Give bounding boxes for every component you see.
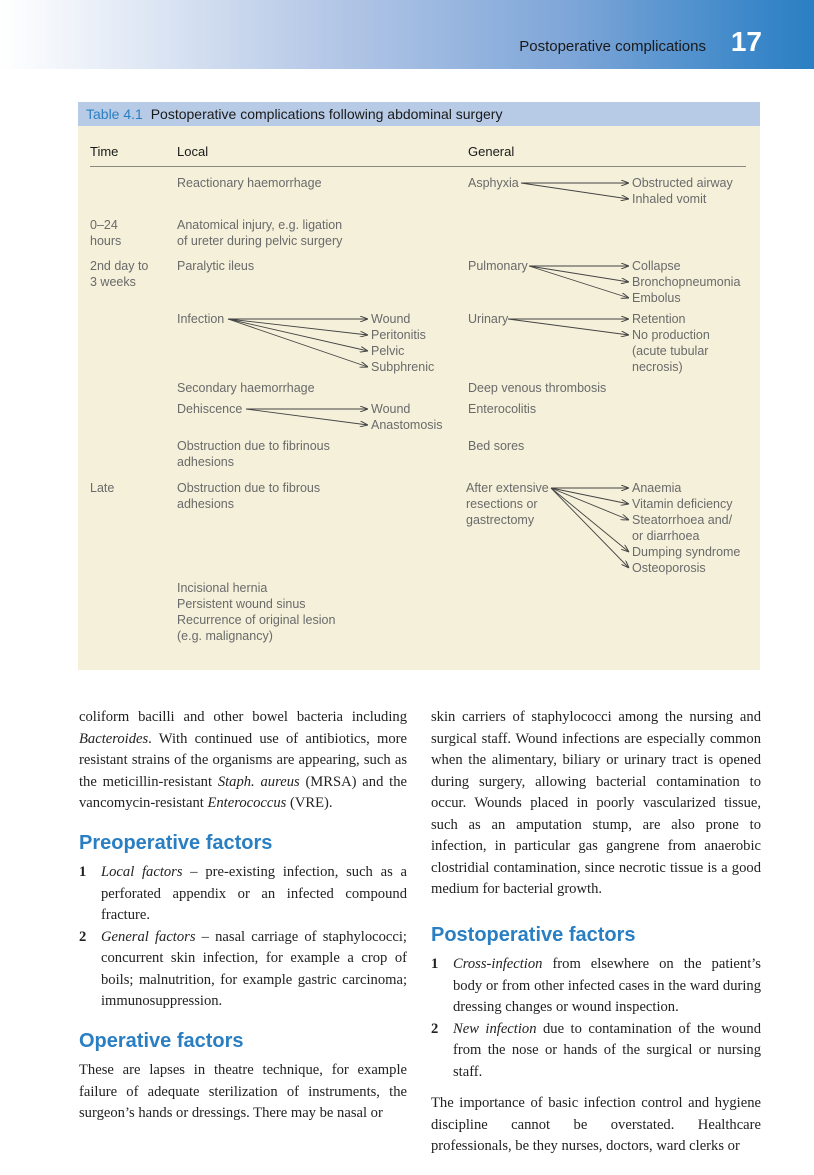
cell-local: Obstruction due to fibrinous (177, 439, 330, 453)
cell-target: Bronchopneumonia (632, 275, 741, 289)
cell-time: Late (90, 481, 115, 495)
heading-preoperative-factors: Preoperative factors (79, 831, 273, 854)
cell-target: Osteoporosis (632, 561, 706, 575)
cell-target: Peritonitis (371, 328, 426, 342)
cell-general: Urinary (468, 312, 509, 326)
cell-local: adhesions (177, 455, 234, 469)
cell-local: Persistent wound sinus (177, 597, 306, 611)
cell-time: 0–24 (90, 218, 118, 232)
cell-time: 3 weeks (90, 275, 136, 289)
cell-target: or diarrhoea (632, 529, 700, 543)
cell-target: No production (632, 328, 710, 342)
right-column (431, 707, 761, 1158)
cell-local: Anatomical injury, e.g. ligation (177, 218, 343, 232)
cell-local: Dehiscence (177, 402, 243, 416)
cell-target: Retention (632, 312, 686, 326)
preoperative-list (79, 862, 407, 1013)
cell-target: Steatorrhoea and/ (632, 513, 733, 527)
col-header-time: Time (90, 144, 119, 159)
cell-target: Collapse (632, 259, 681, 273)
hygiene-paragraph: The importance of basic infection control and hygiene discipline cannot be overstated. Healthcare professionals, be they nurses, doctors, ward clerks or (431, 1095, 761, 1154)
list-item: 1 Local factors – pre-existing infection, such as a perforated appendix or an infected compound fracture. (79, 864, 407, 923)
cell-target: Obstructed airway (632, 176, 733, 190)
cell-target: Anaemia (632, 481, 682, 495)
cell-general: Enterocolitis (468, 402, 537, 416)
table-title: Postoperative complications following abdominal surgery (150, 106, 503, 122)
cell-target: Dumping syndrome (632, 545, 741, 559)
cell-general: Asphyxia (468, 176, 519, 190)
cell-target: Anastomosis (371, 418, 443, 432)
cell-general: resections or (466, 497, 538, 511)
left-column (79, 707, 407, 1125)
cell-local: of ureter during pelvic surgery (177, 234, 343, 248)
heading-operative-factors: Operative factors (79, 1029, 244, 1052)
cell-local: Reactionary haemorrhage (177, 176, 322, 190)
cell-time: 2nd day to (90, 259, 149, 273)
list-item: 1 Cross-infection from elsewhere on the patient’s body or from other infected cases in the ward during dressing changes or wound inspection. (431, 956, 761, 1015)
intro-paragraph: coliform bacilli and other bowel bacteria including Bacteroides. With continued use of antibiotics, more resistant strains of the organisms are appearing, such as the meticillin-resistant Staph. aureus (MRSA) and the vancomycin-resistant Enterococcus (VRE). (79, 709, 407, 811)
cell-target: Pelvic (371, 344, 405, 358)
cell-general: Pulmonary (468, 259, 528, 273)
list-item: 2 General factors – nasal carriage of staphylococci; concurrent skin infection, for example a crop of boils; malnutrition, for example gastric carcinoma; immunosuppression. (79, 928, 407, 1009)
running-head: Postoperative complications (519, 38, 706, 55)
cell-time: hours (90, 234, 122, 248)
page-header-band (0, 0, 814, 69)
heading-postoperative-factors: Postoperative factors (431, 923, 636, 946)
cell-local: Recurrence of original lesion (177, 613, 336, 627)
cell-local: Infection (177, 312, 225, 326)
cell-local: Paralytic ileus (177, 259, 255, 273)
cell-local: Secondary haemorrhage (177, 381, 315, 395)
list-item: 2 New infection due to contamination of the wound from the nose or hands of the surgical or nursing staff. (431, 1020, 761, 1080)
cell-target: Wound (371, 402, 411, 416)
col-header-local: Local (177, 144, 209, 159)
cell-target: Vitamin deficiency (632, 497, 733, 511)
infection-paragraph: skin carriers of staphylococci among the nursing and surgical staff. Wound infections are especially common when the alimentary, biliary or urinary tract is opened during surgery, allowing bacterial contamination to occur. Wounds placed in poorly vascularized tissue, such as an amputation stump, are also prone to infection, in particular gas gangrene from anaerobic clostridial contamination, since necrotic tissue is a good medium for bacterial growth. (431, 709, 761, 897)
postoperative-list (431, 954, 761, 1083)
col-header-general: General (468, 144, 515, 159)
cell-local: Incisional hernia (177, 581, 268, 595)
cell-target: necrosis) (632, 360, 683, 374)
table-4-1 (78, 102, 760, 670)
cell-target: (acute tubular (632, 344, 709, 358)
header-rule (90, 166, 746, 167)
table-caption (78, 102, 760, 126)
cell-general: gastrectomy (466, 513, 535, 527)
operative-paragraph: These are lapses in theatre technique, for example failure of adequate sterilization of instruments, the surgeon’s hands or dressings. There may be nasal or (79, 1062, 407, 1121)
cell-target: Inhaled vomit (632, 192, 707, 206)
page-number: 17 (730, 26, 762, 57)
table-label: Table 4.1 (86, 106, 143, 122)
cell-local: (e.g. malignancy) (177, 629, 273, 643)
cell-target: Subphrenic (371, 360, 435, 374)
cell-general: After extensive (466, 481, 549, 495)
cell-target: Wound (371, 312, 411, 326)
cell-general: Bed sores (468, 439, 525, 453)
cell-target: Embolus (632, 291, 681, 305)
cell-general: Deep venous thrombosis (468, 381, 607, 395)
cell-local: Obstruction due to fibrous (177, 481, 321, 495)
cell-local: adhesions (177, 497, 234, 511)
